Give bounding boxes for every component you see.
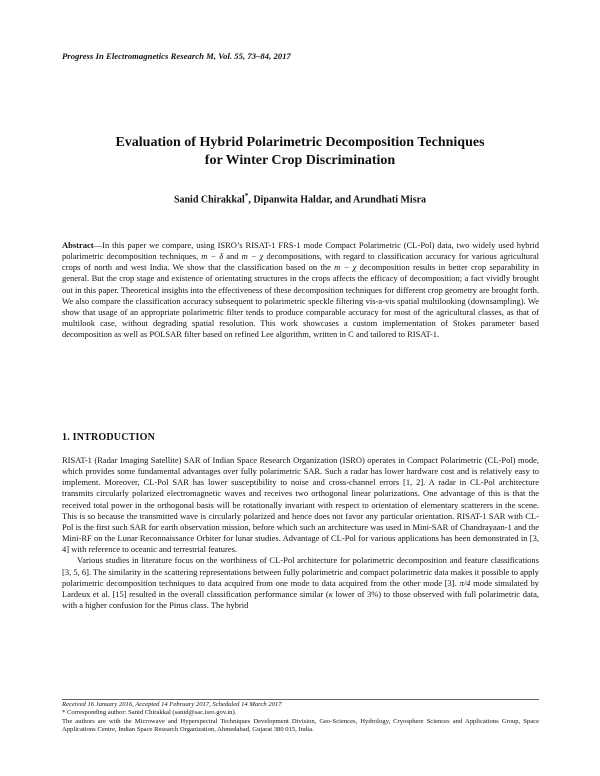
- paragraph: [62, 555, 539, 611]
- math-symbol: π/4: [459, 577, 471, 588]
- abstract-text: and: [223, 251, 242, 262]
- corresponding-author-mark: *: [244, 192, 249, 200]
- abstract-text: decomposition results in better crop separability in general. But the crop stage and existence of orientating structures in the crops affects the efficacy of decomposition; a fact vividly brought out in this paper. Theoretical insights into the effectiveness of these decomposition techniques for different crop geometry are brought forth. We also compare the classification accuracy subsequent to polarimetric speckle filtering vis-a-vis spatial multilooking (downsampling). We show that usage of an appropriate polarimetric filter tends to produce comparable accuracy for most of the agricultural classes, as that of multilook case, without degrading spatial resolution. This work showcases a custom implementation of Stokes parameter based decomposition as well as POLSAR filter based on refined Lee algorithm, written in C and tailored to RISAT-1.: [62, 262, 539, 340]
- paragraph-text: Various studies in literature focus on the worthiness of CL-Pol architecture for polarimetric decomposition and feature classifications [3, 5, 6]. The similarity in the scattering representations between fully polarimetric and compact polarimetric data makes it possible to apply polarimetric decomposition techniques to data acquired from one mode to data acquired from the other mode [3].: [62, 555, 539, 588]
- abstract-label: Abstract: [62, 240, 94, 250]
- paragraph-text: lower of 3%) to those observed with full polarimetric data, with a higher confusion for the Pinus class. The hybrid: [62, 588, 539, 611]
- author-others: , Dipanwita Haldar, and Arundhati Misra: [248, 194, 427, 206]
- abstract: [62, 240, 539, 340]
- paper-title: [62, 134, 538, 170]
- footnote-divider: [62, 699, 539, 700]
- section-heading: 1. INTRODUCTION: [62, 432, 156, 443]
- abstract-text: decompositions, with regard to classification accuracy for various agricultural crops of north and west India. We show that the classification based on the: [62, 251, 540, 273]
- author-list: [62, 192, 538, 205]
- math-symbol: κ: [328, 588, 333, 599]
- received-dates: Received 16 January 2016, Accepted 14 February 2017, Scheduled 14 March 2017: [62, 701, 282, 708]
- affiliation-note: The authors are with the Microwave and Hyperspectral Techniques Development Division, Geo-Sciences, Hydrology, Cryosphere Sciences and Applications Group, Space Applications Centre, Indian Space Research Organization, Ahmedabad, Gujarat 380 015, India.: [62, 717, 539, 734]
- corresponding-author-note: * Corresponding author: Sanid Chirakkal (sanid@sac.isro.gov.in).: [62, 709, 237, 717]
- abstract-text: —In this paper we compare, using ISRO’s RISAT-1 FRS-1 mode Compact Polarimetric (CL-Pol) data, two widely used hybrid polarimetric decomposition techniques,: [62, 240, 539, 262]
- math-symbol: m − χ: [334, 262, 357, 273]
- journal-header: Progress In Electromagnetics Research M, Vol. 55, 73–84, 2017: [62, 51, 291, 61]
- author-primary: Sanid Chirakkal: [173, 194, 245, 206]
- title-line-2: for Winter Crop Discrimination: [204, 153, 396, 168]
- introduction-body: [62, 455, 539, 611]
- math-symbol: m − χ: [241, 251, 264, 262]
- paragraph-text: mode simulated by Lardeux et al. [15] resulted in the overall classification performance similar (: [62, 577, 540, 599]
- math-symbol: m − δ: [201, 251, 224, 262]
- footnotes: [62, 701, 539, 735]
- paragraph: RISAT-1 (Radar Imaging Satellite) SAR of Indian Space Research Organization (ISRO) operates in Compact Polarimetric (CL-Pol) mode, which provides some fundamental advantages over fully polarimetric SAR. Such a radar has lower hardware cost and is relatively easy to implement. Moreover, CL-Pol SAR has lower susceptibility to noise and cross-channel errors [1, 2]. A radar in CL-Pol architecture transmits circularly polarized electromagnetic waves and receives two orthogonal linear polarizations. One advantage of this is that the received total power in the orthogonal basis will be rotationally invariant with respect to orientation of elementary scatterers in the scene. This is so because the transmitted wave is circularly polarized and hence does not favor any particular orientation. RISAT-1 SAR with CL-Pol is the first such SAR for earth observation mission, before which such an architecture was used in Mini-SAR of Chandrayaan-1 and the Mini-RF on the Lunar Reconnaissance Orbiter for lunar studies. Advantage of CL-Pol for various applications has been demonstrated in [3, 4] with reference to oceanic and terrestrial features.: [62, 455, 539, 555]
- title-line-1: Evaluation of Hybrid Polarimetric Decomposition Techniques: [115, 135, 485, 150]
